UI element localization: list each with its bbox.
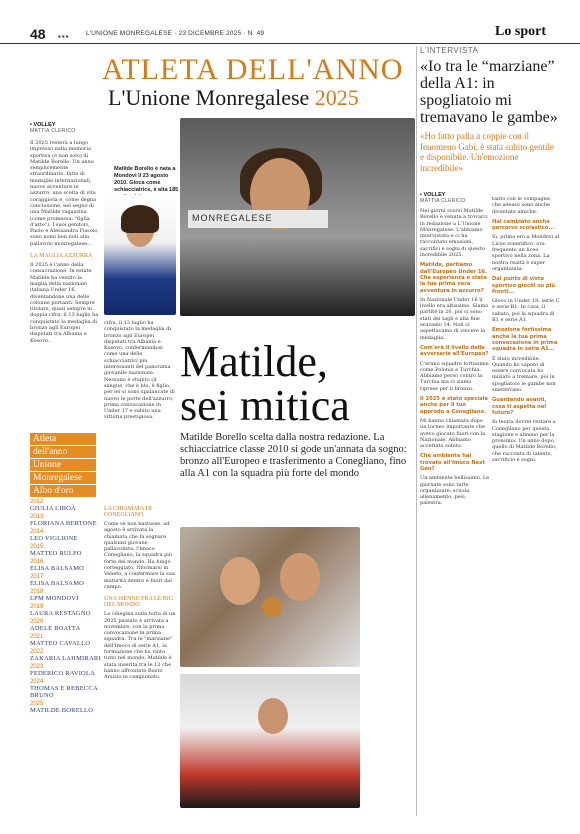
photo-caption: Matilde Borello è nata a Mondovì il 23 agosto 2010. Gioca come schiacciatrice, è alta 185 bbox=[114, 166, 179, 193]
interview-question: Che ambiente hai trovato all'Imoco Next Gen? bbox=[420, 453, 486, 472]
body-text: Il 2025 è l'anno della consacrazione. In estate Matilde ha vestito la maglia della nazionale italiana Under 16, diventandone una delle colonne portanti. Sempre titolare, quasi sempre in doppia cifra, il 13 luglio ha conquistato la medaglia di bronzo agli Europei disputati tra Albania e Kosovo. bbox=[30, 262, 99, 344]
portrait-photo bbox=[104, 195, 176, 315]
interview-column-1 bbox=[420, 192, 490, 507]
photo-face-shape bbox=[280, 553, 320, 601]
body-text: Nei giorni scorsi Matilde Borello è venuta a trovarci in redazione a L'Unione Monregalese. L'abbiamo intervistata e ci ha raccontato emozioni, sacrifici e sogni di questo incredibile 2025. bbox=[420, 208, 488, 259]
interview-question: Dal punto di vista sportivo giochi su più fronti... bbox=[492, 276, 556, 295]
article-deck: Matilde Borello scelta dalla nostra redazione. La schiacciatrice classe 2010 si gode un'annata da sogno: bronzo all'Europeo e trasferimento a Conegliano, fino alla A1 con la squadra più forte del mondo bbox=[180, 432, 407, 479]
subhead-conegliano: LA CHIAMATA DI CONEGLIANO bbox=[104, 506, 152, 518]
winner-year: 2014 bbox=[30, 529, 44, 535]
interview-label: L'INTERVISTA bbox=[420, 46, 479, 55]
winner-year: 2021 bbox=[30, 634, 44, 640]
article-byline: MATTIA CLERICO bbox=[30, 128, 76, 134]
article-label: ▪ VOLLEY bbox=[30, 122, 56, 128]
subhead-maglia-azzurra: LA MAGLIA AZZURRA bbox=[30, 253, 93, 260]
article-column-3 bbox=[104, 500, 176, 681]
winner-name: ADELE BOATTA bbox=[30, 625, 81, 632]
winner-year: 2017 bbox=[30, 574, 44, 580]
interview-header bbox=[420, 46, 560, 173]
column-divider bbox=[416, 46, 417, 816]
body-text: Mi hanno chiamata dopo un torneo importante che avevo giocato fuori con la Nazionale. Abbiamo accettato subito. bbox=[420, 417, 486, 450]
winner-name: LEO VIGLIONE bbox=[30, 535, 78, 542]
big-title-line-2: sei mitica bbox=[180, 381, 350, 430]
winner-year: 2013 bbox=[30, 514, 44, 520]
sidebar-tag: Atleta bbox=[30, 433, 96, 445]
list-item bbox=[30, 679, 102, 699]
albo-doro-sidebar bbox=[30, 433, 102, 813]
list-item bbox=[30, 574, 102, 587]
body-text: Come se non bastasse, ad agosto è arrivata la chiamata che fa sognare qualsiasi giovane pallavolista: l'Imoco Conegliano, la squadra più forte del mondo. Ha lungo corteggiato, riformarsi in Veneto, a confermare la sua maturità dentro e fuori dal campo. bbox=[104, 521, 175, 590]
list-item bbox=[30, 701, 102, 714]
winner-year: 2020 bbox=[30, 619, 44, 625]
winners-list bbox=[30, 499, 102, 714]
body-text: La ciliegina sulla torta di un 2025 passato è arrivata a novembre, con la prima convocazione in prima squadra. Tra le "marziane" dell'Imoco di serie A1, la formazione che ha vinto tutto nel mondo, Matilde è stata inserita tra le 12 che hanno affrontato Busto Arsizio in campionato. bbox=[104, 611, 176, 681]
list-item bbox=[30, 499, 102, 512]
winner-name: THOMAS E REBECCA BRUNO bbox=[30, 685, 98, 699]
match-photo bbox=[180, 674, 360, 808]
body-text: Il 2025 resterà a lungo impresso nella memoria sportiva (e non solo) di Matilde Borello. Un anno semplicemente straordinario, fatto di medaglie internazionali, nuove avventure in azzurro, una scelta di vita coraggiosa e, come degna conclusione, nel segno di una Matilde ragazzina (come promessa: "figlia d'arte"). I suoi genitori, Paolo e Alessandra Fissolo, sono nomi ben noti alla pallavolo monregalese... bbox=[30, 140, 99, 247]
winner-year: 2016 bbox=[30, 559, 44, 565]
list-item bbox=[30, 634, 102, 647]
interview-question: Guardando avanti, cosa ti aspetta nel futuro? bbox=[492, 397, 547, 416]
article-big-title bbox=[180, 337, 350, 430]
body-text: In Nazionale Under 16 il livello era altissimo. Siamo partite in 20, poi ci sono stati dei tagli e alla fine eravamo 14. Non ci aspettavamo di vincere la medaglia. bbox=[420, 296, 489, 341]
interview-deck: «Ho fatto palla a coppie con il fenomeno Gabi, è stata subito gentile e disponibile. Un'emozione incredibile» bbox=[420, 131, 554, 173]
winner-year: 2025 bbox=[30, 701, 44, 707]
body-text: Sì, prima ero a Mondovì al Liceo scientifico, ora frequento un liceo sportivo nella zona. La nostra realtà è super organizzata. bbox=[492, 234, 560, 272]
page-header bbox=[0, 0, 580, 44]
interview-question: Il 2025 è stato speciale anche per il tuo approdo a Conegliano. bbox=[420, 396, 488, 415]
list-item bbox=[30, 544, 102, 557]
sidebar-tag: dell'anno bbox=[30, 446, 96, 458]
sidebar-tag: Monregalese bbox=[30, 472, 96, 484]
interview-question: Matilde, partiamo dall'Europeo Under 16. Che esperienza è stata la tua prima vera avventura in azzurro? bbox=[420, 262, 488, 294]
headline-title-year: 2025 bbox=[314, 85, 359, 110]
list-item bbox=[30, 649, 102, 662]
team-photo bbox=[180, 118, 415, 316]
medal-icon bbox=[262, 597, 282, 617]
body-text: In teoria dovrei restare a Conegliano per questa stagione e almeno per la prossima. Un anno dopo, quello di Matilde Borello, che racconta di talento, sacrificio e sogni. bbox=[492, 419, 557, 463]
interview-byline: MATTIA CLERICO bbox=[420, 198, 466, 204]
body-text: Gioco in Under 18, serie C e serie B1. In casa, il sabato, poi la squadra di B1 e serie A1. bbox=[492, 298, 560, 324]
body-text: È stato incredibile. Quando ho saputo di essere convocata ho iniziato a tremare, poi in spogliatoio le gambe non smettevano. bbox=[492, 355, 556, 394]
winner-name: ELISA BALSAMO bbox=[30, 580, 85, 587]
interview-question: Emozione fortissima anche la tua prima convocazione in prima squadra in serie A1... bbox=[492, 327, 558, 353]
team-banner: MONREGALESE bbox=[188, 210, 328, 228]
winner-name: FLORIANA BERTONE bbox=[30, 520, 97, 527]
list-item bbox=[30, 529, 102, 542]
sidebar-tag: Albo d'oro bbox=[30, 485, 96, 497]
winner-year: 2022 bbox=[30, 649, 44, 655]
winner-year: 2023 bbox=[30, 664, 44, 670]
winner-year: 2019 bbox=[30, 604, 44, 610]
winner-year: 2012 bbox=[30, 499, 44, 505]
winner-name: FEDERICO RAVIOLA bbox=[30, 670, 96, 677]
winner-year: 2024 bbox=[30, 679, 44, 685]
body-text: Un ambiente bellissimo. Le giornate sono tutte organizzate: scuola, allenamento, pesi, palestra. bbox=[420, 475, 490, 507]
article-column-1 bbox=[30, 122, 100, 344]
headline-title-prefix: L'Unione Monregalese bbox=[108, 85, 315, 110]
list-item bbox=[30, 664, 102, 677]
interview-title: «Io tra le “marziane” della A1: in spogliatoio mi tremavano le gambe» bbox=[420, 58, 558, 126]
medal-photo bbox=[180, 527, 360, 667]
headline-title bbox=[108, 85, 359, 111]
interview-question: Hai cambiato anche percorso scolastico... bbox=[492, 218, 555, 232]
article-column-2 bbox=[104, 320, 176, 421]
list-item bbox=[30, 604, 102, 617]
subhead-big-mondo: UNA ISENNE TRA LE BIG DEL MONDO bbox=[104, 596, 174, 609]
winner-name: LAURA RESTAGNO bbox=[30, 610, 91, 617]
winner-year: 2018 bbox=[30, 589, 44, 595]
winner-year: 2015 bbox=[30, 544, 44, 550]
photo-face-shape bbox=[258, 698, 288, 734]
body-text: cifra, il 13 luglio ha conquistato la medaglia di bronzo agli Europei disputati tra Albania e Kosovo, confermandosi come una delle schiacciatrici più interessanti del panorama giovanile nazionale. Nessuno è stupito (il sangue, che è blu, è figlio, per lei si sono spalancate di nuovo le porte dell'azzurro, prima convocazione in Under 17 e subito una vittoria prestigiosa. bbox=[104, 320, 175, 421]
winner-name: GIULIA LIBOÀ bbox=[30, 505, 76, 512]
sidebar-tag: Unione bbox=[30, 459, 96, 471]
interview-column-2 bbox=[492, 196, 560, 463]
page-number: 48 bbox=[30, 26, 46, 42]
winner-name: ELISA BALSAMO bbox=[30, 565, 85, 572]
list-item bbox=[30, 619, 102, 632]
list-item bbox=[30, 514, 102, 527]
winner-name: LPM MONDOVÌ bbox=[30, 595, 79, 602]
winner-name: ZAKARIA LAHMIRARI bbox=[30, 655, 101, 662]
list-item bbox=[30, 589, 102, 602]
body-text: C'erano squadre fortissime come Polonia e Turchia. Abbiamo perso contro la Turchia ma ci siamo riprese per il bronzo. bbox=[420, 360, 489, 392]
winner-name: MATILDE BORELLO bbox=[30, 707, 94, 714]
body-text: tanto con le compagne, che adesso sono anche diventate amiche. bbox=[492, 196, 552, 215]
big-title-line-1: Matilde, bbox=[180, 337, 328, 386]
header-dots: ▪▪▪ bbox=[58, 32, 70, 41]
list-item bbox=[30, 559, 102, 572]
winner-name: MATTEO RULFO bbox=[30, 550, 82, 557]
headline-kicker: ATLETA DELL'ANNO bbox=[102, 53, 404, 86]
winner-name: MATTEO CAVALLO bbox=[30, 640, 91, 647]
section-name: Lo sport bbox=[495, 24, 546, 39]
interview-question: Com'era il livello delle avversarie all'Europeo? bbox=[420, 344, 489, 358]
photo-face-shape bbox=[220, 557, 260, 605]
publication-line: L'UNIONE MONREGALESE · 23 DICEMBRE 2025 · N. 49 bbox=[86, 30, 265, 37]
interview-section-label: ▪ VOLLEY bbox=[420, 192, 446, 198]
